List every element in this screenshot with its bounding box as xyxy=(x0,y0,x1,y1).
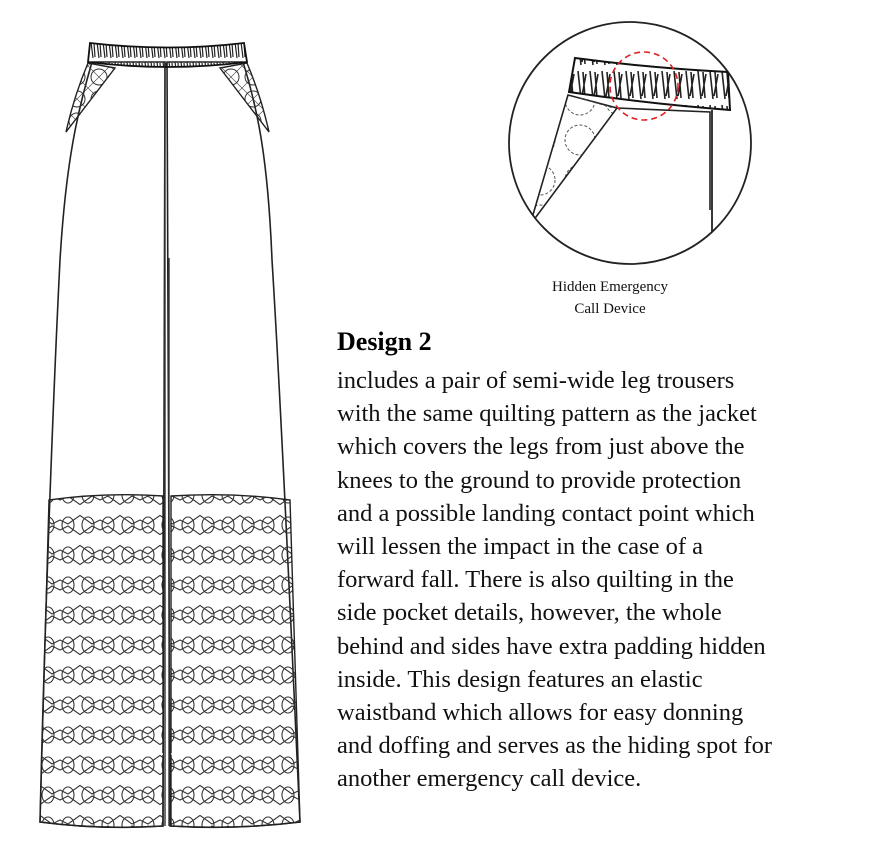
caption-line: Call Device xyxy=(574,301,646,317)
description-line: waistband which allows for easy donning xyxy=(337,699,744,727)
description-line: knees to the ground to provide protection xyxy=(337,466,742,494)
description-line: another emergency call device. xyxy=(337,765,642,793)
description-line: forward fall. There is also quilting in the xyxy=(337,566,734,594)
caption-line: Hidden Emergency xyxy=(552,279,668,295)
description-line: side pocket details, however, the whole xyxy=(337,599,722,627)
description-line: which covers the legs from just above the xyxy=(337,433,745,461)
trousers-sketch xyxy=(40,43,300,827)
design-heading: Design 2 xyxy=(337,327,432,356)
description-line: behind and sides have extra padding hidden xyxy=(337,632,766,660)
right-quilted-panel xyxy=(171,495,300,828)
detail-caption xyxy=(510,276,710,320)
description-line: and doffing and serves as the hiding spot for xyxy=(337,732,773,760)
description-line: inside. This design features an elastic xyxy=(337,665,703,693)
description-line: will lessen the impact in the case of a xyxy=(337,533,704,561)
description-line: with the same quilting pattern as the jacket xyxy=(337,400,757,428)
design-description xyxy=(337,364,880,796)
waistband-detail-view xyxy=(509,22,751,280)
description-line: and a possible landing contact point which xyxy=(337,499,755,527)
description-line: includes a pair of semi-wide leg trousers xyxy=(337,367,735,394)
elastic-waistband xyxy=(88,43,247,67)
left-quilted-panel xyxy=(40,495,163,828)
